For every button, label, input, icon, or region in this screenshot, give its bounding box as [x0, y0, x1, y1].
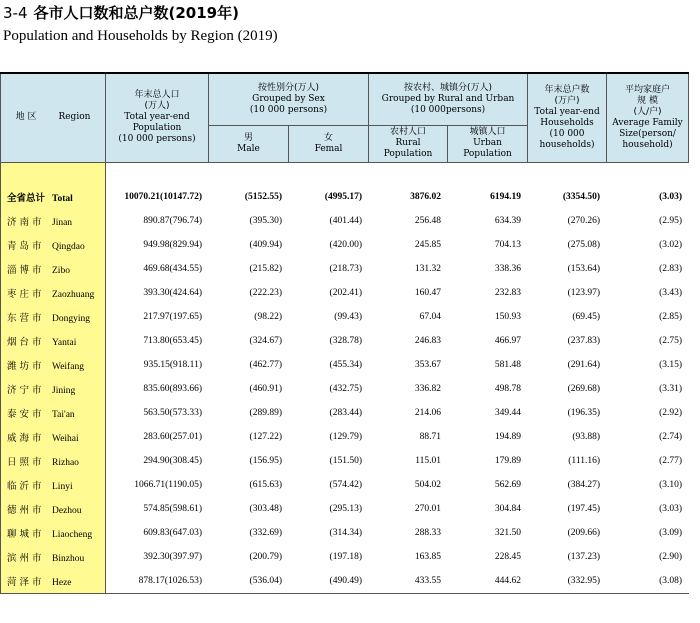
table-body — [1, 162, 689, 593]
cell-hh: (291.64) — [567, 359, 601, 370]
header-rural-urban-group: 按农村、城镇分(万人) Grouped by Rural and Urban (10 000persons) — [369, 73, 528, 125]
region-name-en: Zibo — [52, 265, 70, 276]
table-row — [1, 233, 689, 257]
region-name-en: Weihai — [52, 433, 79, 444]
cell-hh: (137.23) — [567, 551, 601, 562]
cell-pop: 878.17(1026.53) — [106, 569, 209, 594]
cell-rural: 160.47 — [414, 287, 441, 298]
region-name-cn: 聊 城 市 — [7, 528, 42, 540]
region-name-en: Qingdao — [52, 241, 85, 252]
cell-female: (401.44) — [329, 215, 362, 226]
cell-urban: 338.36 — [494, 263, 522, 274]
region-name-cn: 全省总计 — [7, 192, 46, 204]
cell-fam: (3.10) — [659, 479, 683, 490]
table-row — [1, 185, 689, 209]
region-cell — [1, 473, 106, 497]
region-name-en: Jining — [52, 385, 76, 396]
cell-pop: 609.83(647.03) — [143, 527, 202, 538]
cell-pop: 563.50(573.33) — [143, 407, 202, 418]
region-name-cn: 日 照 市 — [7, 456, 42, 468]
region-cell — [1, 497, 106, 521]
cell-female: (197.18) — [329, 551, 362, 562]
cell-male: (462.77) — [249, 359, 282, 370]
spacer-row — [1, 162, 689, 185]
population-table — [0, 72, 689, 594]
table-row — [1, 281, 689, 305]
cell-rural: 88.71 — [419, 431, 441, 442]
cell-male: (324.67) — [249, 335, 282, 346]
cell-fam: (3.43) — [659, 287, 683, 298]
cell-rural: 67.04 — [419, 311, 441, 322]
cell-male: (215.82) — [249, 263, 282, 274]
cell-rural: 270.01 — [414, 503, 441, 514]
cell-male: (332.69) — [249, 527, 282, 538]
cell-pop: 835.60(893.66) — [143, 383, 202, 394]
cell-hh: (332.95) — [528, 569, 607, 594]
cell-urban: 179.89 — [494, 455, 522, 466]
region-cell — [1, 281, 106, 305]
header-households: 年末总户数 (万户) Total year-end Households (10 000 households) — [528, 73, 607, 162]
table-title-cn — [3, 2, 239, 23]
region-cell — [1, 521, 106, 545]
table-row — [1, 497, 689, 521]
region-cell — [1, 401, 106, 425]
cell-urban: 321.50 — [494, 527, 522, 538]
region-cell — [1, 569, 106, 594]
region-name-en: Jinan — [52, 217, 73, 228]
region-name-cn: 滨 州 市 — [7, 552, 42, 564]
header-female: 女 Femal — [289, 125, 369, 162]
region-cell — [1, 233, 106, 257]
header-male: 男 Male — [209, 125, 289, 162]
cell-pop: 469.68(434.55) — [143, 263, 202, 274]
cell-hh: (69.45) — [572, 311, 601, 322]
cell-rural: 214.06 — [414, 407, 441, 418]
cell-fam: (3.31) — [659, 383, 683, 394]
region-cell — [1, 257, 106, 281]
region-cell — [1, 209, 106, 233]
cell-rural: 353.67 — [414, 359, 441, 370]
cell-rural: 3876.02 — [410, 191, 441, 202]
cell-fam: (3.09) — [659, 527, 683, 538]
table-row — [1, 377, 689, 401]
cell-pop: 294.90(308.45) — [143, 455, 202, 466]
cell-male: (127.22) — [249, 431, 282, 442]
cell-female: (490.49) — [289, 569, 369, 594]
cell-urban: 634.39 — [494, 215, 522, 226]
cell-female: (328.78) — [329, 335, 362, 346]
cell-hh: (196.35) — [567, 407, 601, 418]
region-cell — [1, 377, 106, 401]
cell-hh: (3354.50) — [562, 191, 601, 202]
region-name-en: Linyi — [52, 481, 73, 492]
cell-female: (314.34) — [329, 527, 362, 538]
table-row — [1, 305, 689, 329]
table-row — [1, 449, 689, 473]
cell-pop: 393.30(424.64) — [143, 287, 202, 298]
region-name-cn: 泰 安 市 — [7, 408, 42, 420]
cell-rural: 288.33 — [414, 527, 441, 538]
cell-fam: (2.77) — [659, 455, 683, 466]
cell-hh: (269.68) — [567, 383, 601, 394]
cell-fam: (2.85) — [659, 311, 683, 322]
table-number: 3-4 — [3, 4, 28, 22]
cell-pop: 890.87(796.74) — [143, 215, 202, 226]
cell-urban: 498.78 — [494, 383, 522, 394]
cell-fam: (3.02) — [659, 239, 683, 250]
cell-fam: (2.74) — [659, 431, 683, 442]
region-name-cn: 东 营 市 — [7, 312, 42, 324]
cell-pop: 283.60(257.01) — [143, 431, 202, 442]
header-region: 地 区 Region — [1, 73, 106, 162]
cell-hh: (270.26) — [567, 215, 601, 226]
cell-fam: (2.83) — [659, 263, 683, 274]
cell-fam: (2.92) — [659, 407, 683, 418]
cell-female: (4995.17) — [324, 191, 362, 202]
cell-fam: (3.03) — [659, 191, 683, 202]
cell-pop: 217.97(197.65) — [143, 311, 202, 322]
region-cell — [1, 329, 106, 353]
region-cell — [1, 449, 106, 473]
region-name-en: Dezhou — [52, 505, 82, 516]
cell-fam: (2.95) — [659, 215, 683, 226]
cell-male: (409.94) — [249, 239, 282, 250]
table-row — [1, 401, 689, 425]
region-name-cn: 德 州 市 — [7, 504, 42, 516]
region-name-en: Zaozhuang — [52, 289, 95, 300]
header-urban: 城镇人口 Urban Population — [448, 125, 528, 162]
cell-hh: (111.16) — [568, 455, 601, 466]
cell-rural: 163.85 — [414, 551, 441, 562]
table-row — [1, 569, 689, 594]
cell-fam: (2.75) — [659, 335, 683, 346]
region-name-cn: 烟 台 市 — [7, 336, 42, 348]
cell-hh: (197.45) — [567, 503, 601, 514]
region-name-en: Total — [52, 193, 73, 204]
region-name-en: Weifang — [52, 361, 84, 372]
cell-female: (151.50) — [329, 455, 362, 466]
cell-female: (432.75) — [329, 383, 362, 394]
cell-female: (283.44) — [329, 407, 362, 418]
cell-urban: 704.13 — [494, 239, 522, 250]
region-name-en: Liaocheng — [52, 529, 93, 540]
cell-female: (574.42) — [329, 479, 362, 490]
cell-male: (200.79) — [249, 551, 282, 562]
region-name-cn: 临 沂 市 — [7, 480, 42, 492]
region-cell — [1, 545, 106, 569]
cell-urban: 150.93 — [494, 311, 522, 322]
region-name-cn: 枣 庄 市 — [7, 288, 42, 300]
cell-male: (536.04) — [209, 569, 289, 594]
cell-male: (615.63) — [249, 479, 282, 490]
cell-urban: 466.97 — [494, 335, 522, 346]
cell-male: (5152.55) — [244, 191, 282, 202]
cell-rural: 245.85 — [414, 239, 441, 250]
region-name-cn: 济 宁 市 — [7, 384, 42, 396]
region-cell — [1, 185, 106, 209]
cell-urban: 562.69 — [494, 479, 522, 490]
cell-urban: 6194.19 — [490, 191, 522, 202]
cell-female: (420.00) — [329, 239, 362, 250]
region-name-en: Heze — [52, 577, 72, 588]
header-rural: 农村人口 Rural Population — [369, 125, 448, 162]
cell-pop: 1066.71(1190.05) — [134, 479, 202, 490]
region-name-cn: 济 南 市 — [7, 216, 42, 228]
cell-fam: (2.90) — [659, 551, 683, 562]
cell-urban: 581.48 — [494, 359, 522, 370]
region-name-cn: 淄 博 市 — [7, 264, 42, 276]
cell-male: (98.22) — [254, 311, 282, 322]
cell-male: (303.48) — [249, 503, 282, 514]
cell-hh: (153.64) — [567, 263, 601, 274]
cell-pop: 949.98(829.94) — [143, 239, 202, 250]
region-name-cn: 潍 坊 市 — [7, 360, 42, 372]
cell-rural: 115.01 — [415, 455, 441, 466]
cell-urban: 232.83 — [494, 287, 522, 298]
cell-male: (222.23) — [249, 287, 282, 298]
cell-rural: 131.32 — [414, 263, 441, 274]
header-family-size: 平均家庭户 规 模 (人/户) Average Family Size(person/ household) — [607, 73, 689, 162]
cell-hh: (209.66) — [567, 527, 601, 538]
cell-female: (295.13) — [329, 503, 362, 514]
cell-male: (460.91) — [249, 383, 282, 394]
cell-rural: 256.48 — [414, 215, 441, 226]
cell-fam: (3.03) — [659, 503, 683, 514]
cell-rural: 246.83 — [414, 335, 441, 346]
cell-fam: (3.08) — [607, 569, 689, 594]
table-row — [1, 353, 689, 377]
table-row — [1, 473, 689, 497]
cell-female: (99.43) — [334, 311, 362, 322]
cell-urban: 194.89 — [494, 431, 522, 442]
table-row — [1, 329, 689, 353]
cell-rural: 336.82 — [414, 383, 441, 394]
region-name-cn: 威 海 市 — [7, 432, 42, 444]
region-name-en: Binzhou — [52, 553, 85, 564]
region-cell — [1, 353, 106, 377]
cell-rural: 433.55 — [369, 569, 448, 594]
cell-pop: 574.85(598.61) — [143, 503, 202, 514]
cell-female: (455.34) — [329, 359, 362, 370]
header-population: 年末总人口 (万人) Total year-end Population (10 000 persons) — [106, 73, 209, 162]
cell-female: (218.73) — [329, 263, 362, 274]
region-name-en: Tai'an — [52, 409, 75, 420]
cell-hh: (93.88) — [572, 431, 601, 442]
region-name-en: Rizhao — [52, 457, 79, 468]
table-row — [1, 425, 689, 449]
title-cn-text: 各市人口数和总户数(2019年) — [33, 4, 239, 22]
cell-hh: (237.83) — [567, 335, 601, 346]
cell-fam: (3.15) — [659, 359, 683, 370]
table-row — [1, 521, 689, 545]
table-row — [1, 209, 689, 233]
cell-pop: 935.15(918.11) — [143, 359, 202, 370]
cell-pop: 10070.21(10147.72) — [124, 191, 202, 202]
cell-urban: 228.45 — [494, 551, 522, 562]
cell-female: (202.41) — [329, 287, 362, 298]
region-name-en: Yantai — [52, 337, 77, 348]
cell-hh: (275.08) — [567, 239, 601, 250]
cell-hh: (384.27) — [567, 479, 601, 490]
cell-urban: 304.84 — [494, 503, 522, 514]
cell-pop: 713.80(653.45) — [143, 335, 202, 346]
region-name-en: Dongying — [52, 313, 90, 324]
table-title-en: Population and Households by Region (2019) — [3, 28, 278, 44]
cell-female: (129.79) — [329, 431, 362, 442]
header-sex-group: 按性别分(万人) Grouped by Sex (10 000 persons) — [209, 73, 369, 125]
cell-male: (156.95) — [249, 455, 282, 466]
table-row — [1, 545, 689, 569]
region-name-cn: 青 岛 市 — [7, 240, 42, 252]
table-row — [1, 257, 689, 281]
region-cell — [1, 305, 106, 329]
cell-male: (289.89) — [249, 407, 282, 418]
cell-pop: 392.30(397.97) — [143, 551, 202, 562]
region-cell — [1, 425, 106, 449]
cell-male: (395.30) — [249, 215, 282, 226]
cell-hh: (123.97) — [567, 287, 601, 298]
cell-urban: 349.44 — [494, 407, 522, 418]
cell-urban: 444.62 — [448, 569, 528, 594]
cell-rural: 504.02 — [414, 479, 441, 490]
region-name-cn: 菏 泽 市 — [7, 576, 42, 588]
